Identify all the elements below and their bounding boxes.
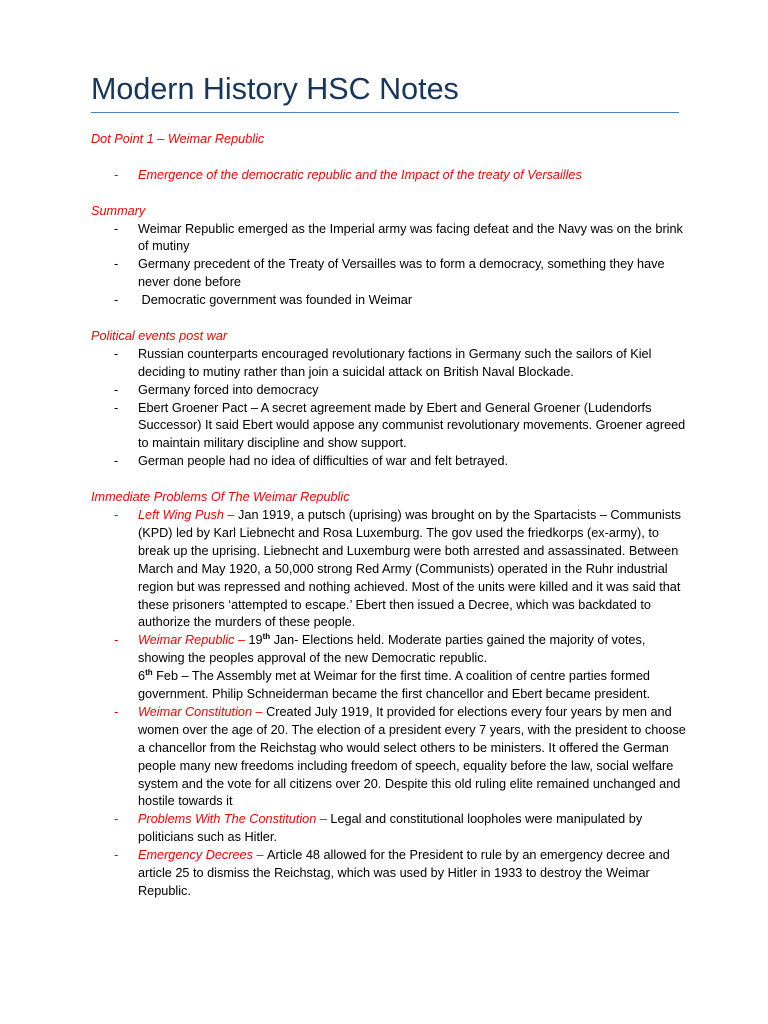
problems-list <box>91 507 691 901</box>
date-day: 19 <box>248 633 263 648</box>
date-suffix: th <box>262 632 271 642</box>
problems-constitution-label: Problems With The Constitution – <box>138 812 331 827</box>
bullet-dash: - <box>114 382 119 397</box>
notes-body <box>91 131 691 901</box>
constitution-text: Created July 1919, It provided for elections every four years by men and women over the age of 20. The election of a president every 7 years, with the president to choose a chancellor from the Reichstag who would select others to be ministers. It offered the German people many new freedoms including freedom of speech, equality before the law, social welfare system and the vote for all citizens over 20. Despite this old ruling elite remained unchanged and hostile towards it <box>138 704 686 809</box>
date-day: 6 <box>138 669 146 684</box>
left-wing-text: Jan 1919, a putsch (uprising) was brought on by the Spartacists – Communists (KPD) led by Karl Liebnecht and Rosa Luxemburg. The gov used the friedkorps (ex-army), to break up the uprising. Liebnecht and Luxemburg were both arrested and assassinated. Between March and May 1920, a 50,000 strong Red Army (Communists) operated in the Ruhr industrial region but was repressed and nothing achieved. Most of the units were killed and it was said that these prisoners ‘attempted to escape.’ Ebert then issued a Decree, which was backdated to authorize the murders of these people. <box>138 507 681 630</box>
bullet-dash: - <box>114 633 119 648</box>
list-item-text: Germany precedent of the Treaty of Versailles was to form a democracy, something they have never done before <box>138 257 665 290</box>
bullet-dash: - <box>114 346 119 361</box>
weimar-republic-text: Feb – The Assembly met at Weimar for the first time. A coalition of centre parties formed government. Philip Schneiderman became the first chancellor and Ebert became president. <box>138 669 651 702</box>
list-item-text: German people had no idea of difficulties of war and felt betrayed. <box>138 454 509 469</box>
list-item <box>91 453 691 471</box>
list-item <box>91 221 691 257</box>
sub-point-item <box>91 167 691 185</box>
list-item <box>91 704 691 811</box>
list-item-text: Germany forced into democracy <box>138 382 319 397</box>
bullet-dash: - <box>114 704 119 719</box>
bullet-dash: - <box>114 167 119 182</box>
summary-heading: Summary <box>91 203 146 218</box>
political-events-heading: Political events post war <box>91 328 228 343</box>
list-item <box>91 400 691 454</box>
weimar-republic-text: Jan- Elections held. Moderate parties gained the majority of votes, showing the peoples approval of the new Democratic republic. <box>138 633 646 666</box>
problems-constitution-text: Legal and constitutional loopholes were manipulated by politicians such as Hitler. <box>138 812 643 845</box>
list-item <box>91 811 691 847</box>
page-title: Modern History HSC Notes <box>91 72 459 106</box>
title-underline <box>91 112 679 113</box>
dot-point-heading: Dot Point 1 – Weimar Republic <box>91 132 265 146</box>
bullet-dash: - <box>114 400 119 415</box>
weimar-republic-label: Weimar Republic – <box>138 633 249 648</box>
bullet-dash: - <box>114 848 119 863</box>
bullet-dash: - <box>114 293 119 308</box>
list-item-text: Democratic government was founded in Weimar <box>138 293 413 308</box>
list-item <box>91 346 691 382</box>
list-item <box>91 507 691 632</box>
emergency-decrees-label: Emergency Decrees – <box>138 848 268 863</box>
sub-point-list <box>91 167 691 185</box>
list-item <box>91 632 691 704</box>
date-suffix: th <box>145 667 153 677</box>
list-item-text: Russian counterparts encouraged revolutionary factions in Germany such the sailors of Kiel deciding to mutiny rather than join a suicidal attack on British Naval Blockade. <box>138 346 652 379</box>
list-item <box>91 847 691 901</box>
bullet-dash: - <box>114 454 119 469</box>
list-item-text: Weimar Republic emerged as the Imperial army was facing defeat and the Navy was on the brink of mutiny <box>138 221 683 254</box>
bullet-dash: - <box>114 221 119 236</box>
list-item <box>91 382 691 400</box>
political-events-list <box>91 346 691 471</box>
bullet-dash: - <box>114 257 119 272</box>
emergency-decrees-text: Article 48 allowed for the President to rule by an emergency decree and article 25 to dismiss the Reichstag, which was used by Hitler in 1933 to destroy the Weimar Republic. <box>138 848 670 898</box>
list-item <box>91 292 691 310</box>
problems-heading: Immediate Problems Of The Weimar Republic <box>91 490 350 505</box>
list-item-text: Ebert Groener Pact – A secret agreement made by Ebert and General Groener (Ludendorfs Successor) It said Ebert would appose any communist revolutionary movements. Groener agreed to maintain military discipline and show support. <box>138 400 686 451</box>
constitution-label: Weimar Constitution – <box>138 704 267 719</box>
bullet-dash: - <box>114 507 119 522</box>
summary-list <box>91 221 691 311</box>
left-wing-label: Left Wing Push – <box>138 507 239 522</box>
bullet-dash: - <box>114 812 119 827</box>
sub-point-text: Emergence of the democratic republic and the Impact of the treaty of Versailles <box>138 167 582 182</box>
list-item <box>91 256 691 292</box>
